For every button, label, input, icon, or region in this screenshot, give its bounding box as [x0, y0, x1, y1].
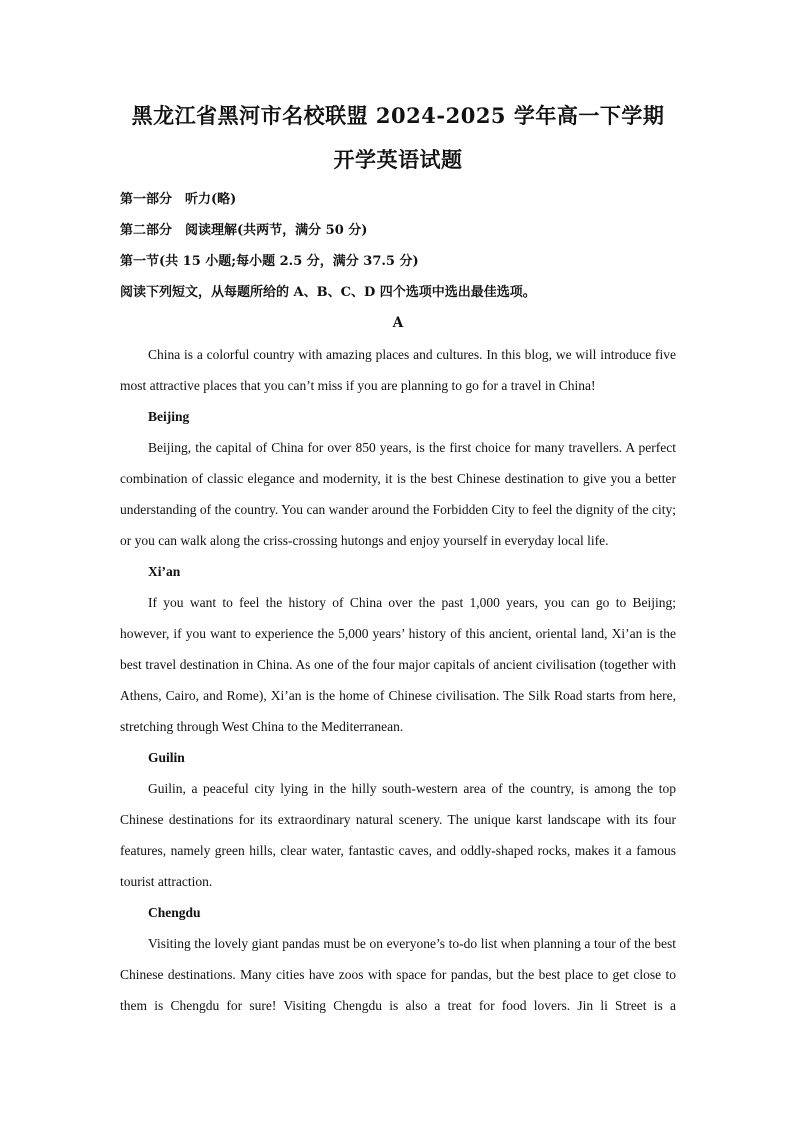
place-heading-xian: Xi’an: [148, 564, 181, 579]
part2-heading: 第二部分 阅读理解(共两节，满分 50 分): [120, 223, 368, 238]
intro-paragraph: China is a colorful country with amazing places and cultures. In this blog, we will introduce five most attractive places that you can’t miss if you are planning to go for a travel in China!: [120, 347, 676, 393]
place-paragraph-chengdu: Visiting the lovely giant pandas must be on everyone’s to-do list when planning a tour of the best Chinese destinations. Many cities have zoos with space for pandas, but the best place to get close to them is Chengdu for sure! Visiting Chengdu is also a treat for food lovers. Jin li Street is a: [120, 936, 676, 1013]
place-heading-beijing: Beijing: [148, 409, 190, 424]
place-paragraph-xian: If you want to feel the history of China over the past 1,000 years, you can go to Beijing; however, if you want to experience the 5,000 years’ history of this ancient, oriental land, Xi’an is the best travel destination in China. As one of the four major capitals of ancient civilisation (together with Athens, Cairo, and Rome), Xi’an is the home of Chinese civilisation. The Silk Road starts from here, stretching through West China to the Mediterranean.: [120, 595, 676, 734]
part1-heading: 第一部分 听力(略): [120, 192, 237, 207]
passage-letter: A: [392, 315, 404, 331]
place-heading-guilin: Guilin: [148, 750, 185, 765]
exam-page: [120, 100, 676, 1021]
document-subtitle: 开学英语试题: [333, 147, 463, 172]
place-paragraph-beijing: Beijing, the capital of China for over 850 years, is the first choice for many travellers. A perfect combination of classic elegance and modernity, it is the best Chinese destination to give you a better understanding of the country. You can wander around the Forbidden City to feel the dignity of the city; or you can walk along the criss-crossing hutongs and enjoy yourself in everyday local life.: [120, 440, 676, 548]
document-title: 黑龙江省黑河市名校联盟 2024-2025 学年高一下学期: [131, 103, 665, 128]
section1-heading: 第一节(共 15 小题;每小题 2.5 分，满分 37.5 分): [120, 254, 419, 269]
instruction-text: 阅读下列短文，从每题所给的 A、B、C、D 四个选项中选出最佳选项。: [120, 285, 536, 300]
place-paragraph-guilin: Guilin, a peaceful city lying in the hilly south-western area of the country, is among the top Chinese destinations for its extraordinary natural scenery. The unique karst landscape with its four features, namely green hills, clear water, fantastic caves, and oddly-shaped rocks, makes it a famous tourist attraction.: [120, 781, 676, 889]
place-heading-chengdu: Chengdu: [148, 905, 201, 920]
